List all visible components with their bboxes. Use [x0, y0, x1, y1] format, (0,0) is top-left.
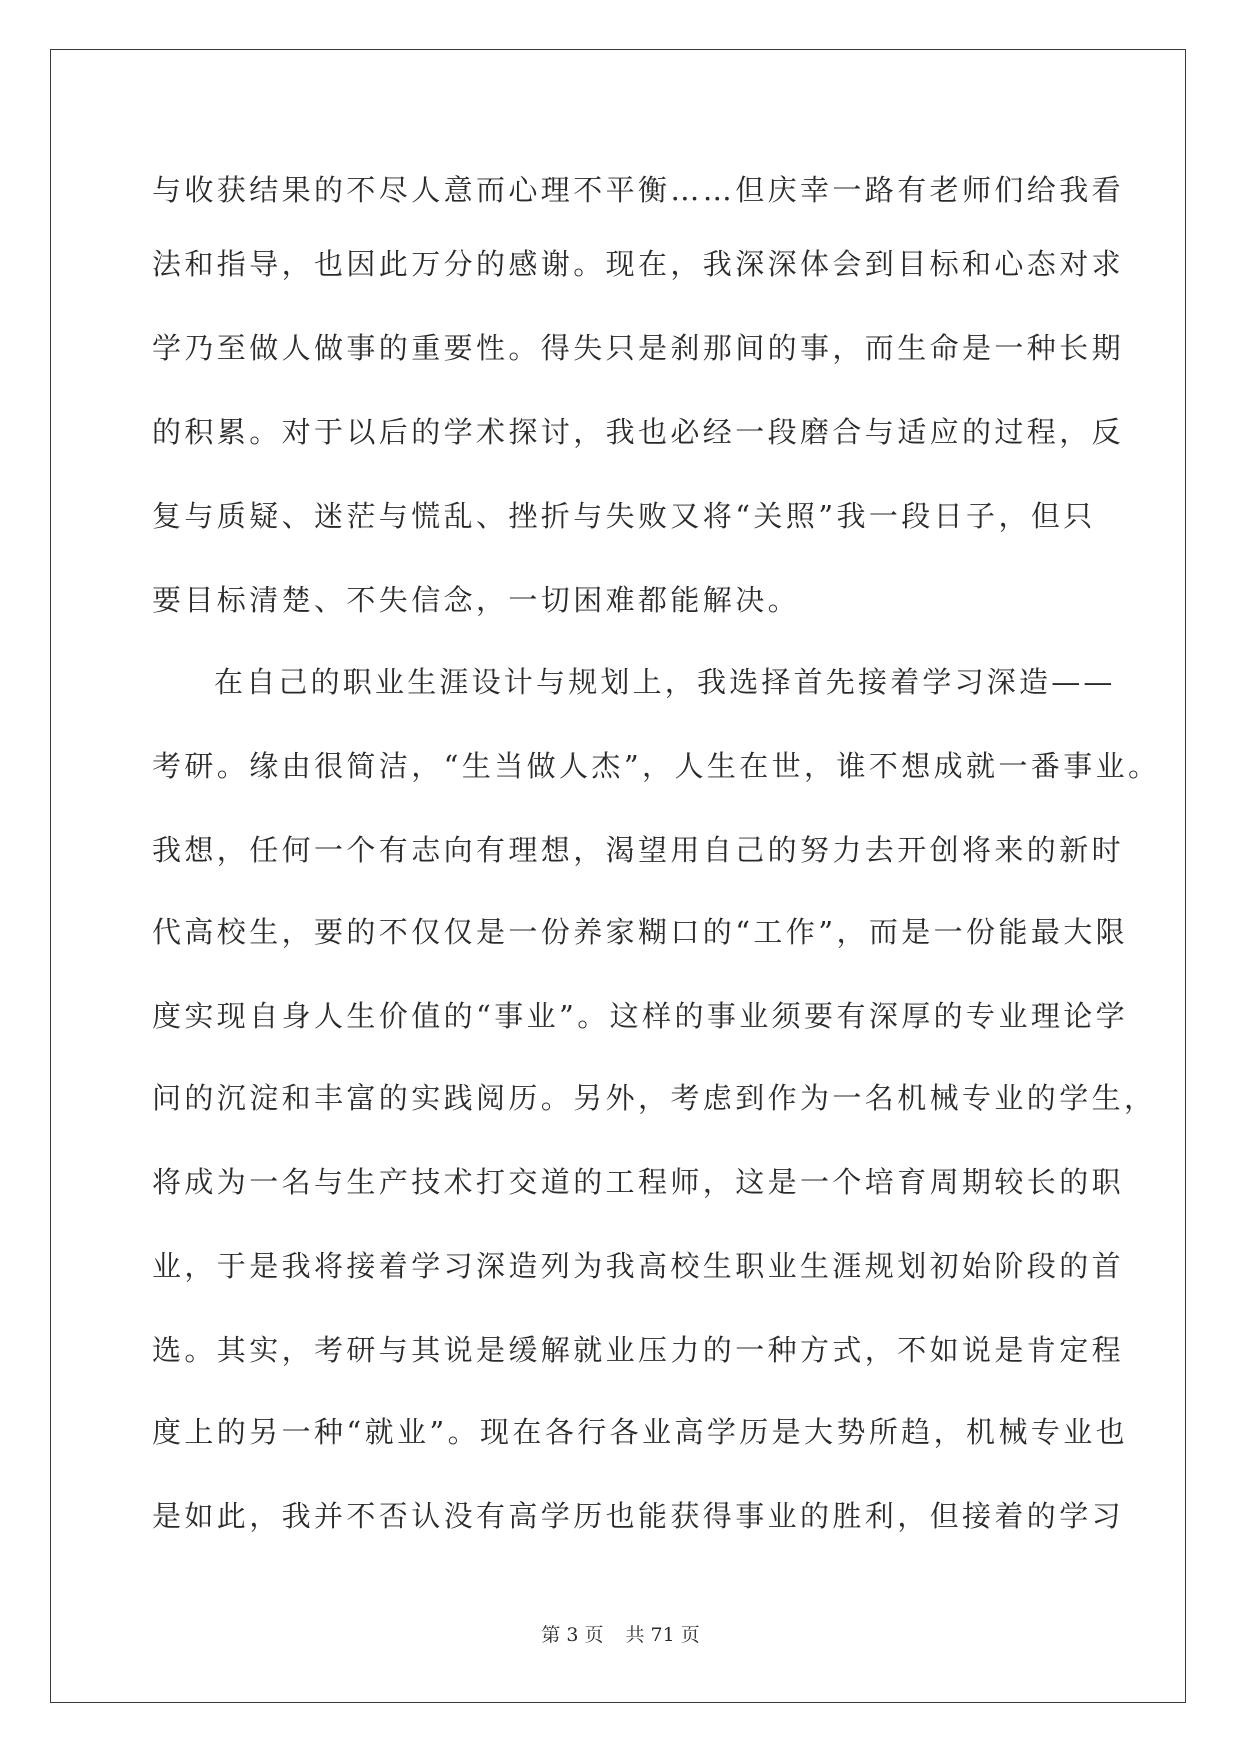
text-line: 选。其实，考研与其说是缓解就业压力的一种方式，不如说是肯定程 — [152, 1333, 1125, 1367]
text-line: 法和指导，也因此万分的感谢。现在，我深深体会到目标和心态对求 — [152, 247, 1125, 281]
text-line: 的积累。对于以后的学术探讨，我也必经一段磨合与适应的过程，反 — [152, 415, 1125, 449]
text-line: 与收获结果的不尽人意而心理不平衡……但庆幸一路有老师们给我看 — [152, 173, 1125, 207]
text-line: 度实现自身人生价值的“事业”。这样的事业须要有深厚的专业理论学 — [152, 999, 1129, 1033]
text-line: 问的沉淀和丰富的实践阅历。另外，考虑到作为一名机械专业的学生， — [152, 1081, 1157, 1115]
page-number: 第 3 页 — [541, 1624, 604, 1646]
text-line: 度上的另一种“就业”。现在各行各业高学历是大势所趋，机械专业也 — [152, 1415, 1129, 1449]
paragraph-first-line: 在自己的职业生涯设计与规划上，我选择首先接着学习深造—— — [214, 665, 1116, 699]
text-line: 是如此，我并不否认没有高学历也能获得事业的胜利，但接着的学习 — [152, 1499, 1125, 1533]
text-line: 代高校生，要的不仅仅是一份养家糊口的“工作”，而是一份能最大限 — [152, 915, 1129, 949]
page-footer — [0, 1620, 1241, 1647]
text-line: 将成为一名与生产技术打交道的工程师，这是一个培育周期较长的职 — [152, 1165, 1125, 1199]
text-line: 我想，任何一个有志向有理想，渴望用自己的努力去开创将来的新时 — [152, 833, 1125, 867]
text-line: 要目标清楚、不失信念，一切困难都能解决。 — [152, 583, 801, 617]
total-pages: 共 71 页 — [625, 1624, 700, 1646]
text-line: 学乃至做人做事的重要性。得失只是刹那间的事，而生命是一种长期 — [152, 331, 1125, 365]
text-line: 考研。缘由很简洁，“生当做人杰”，人生在世，谁不想成就一番事业。 — [152, 749, 1161, 783]
text-line: 业，于是我将接着学习深造列为我高校生职业生涯规划初始阶段的首 — [152, 1249, 1125, 1283]
text-line: 复与质疑、迷茫与慌乱、挫折与失败又将“关照”我一段日子，但只 — [152, 499, 1096, 533]
